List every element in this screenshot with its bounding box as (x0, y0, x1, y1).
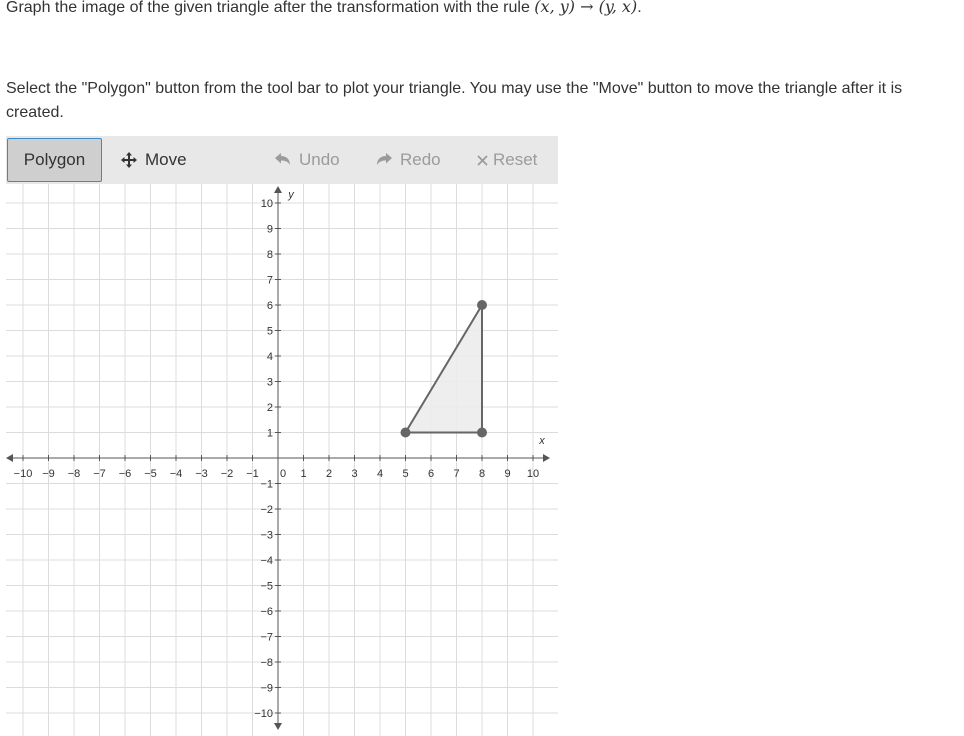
y-axis-down-arrow-icon (274, 723, 282, 730)
y-tick-label: 5 (266, 325, 273, 338)
x-axis-right-arrow-icon (543, 454, 550, 462)
undo-arrow-icon (274, 151, 292, 169)
redo-button-label: Redo (400, 150, 441, 169)
x-tick-label: −3 (195, 468, 208, 480)
question-instructions: Select the "Polygon" button from the tool bar to plot your triangle. You may use the "Move" button to move the triangle after it is created. (6, 80, 903, 121)
y-tick-label: −4 (260, 555, 273, 567)
graphing-widget (6, 136, 558, 736)
y-tick-label: −9 (260, 682, 273, 695)
close-x-icon (476, 151, 488, 169)
y-tick-label: −5 (260, 580, 273, 593)
y-tick-label: 3 (266, 376, 273, 389)
move-arrows-icon (120, 151, 138, 169)
move-button[interactable] (120, 136, 187, 184)
x-axis-title: x (539, 435, 545, 447)
triangle-polygon[interactable] (406, 305, 483, 433)
x-tick-label: 5 (402, 468, 409, 480)
y-tick-label: −6 (260, 606, 273, 618)
x-tick-label: 7 (453, 468, 460, 480)
graph-toolbar (6, 136, 558, 184)
x-tick-label: 3 (351, 468, 358, 480)
x-tick-label: 1 (300, 468, 307, 480)
x-tick-label: −9 (42, 468, 55, 480)
y-tick-label: −10 (254, 708, 273, 720)
x-tick-label: −8 (67, 468, 81, 480)
triangle-vertex-point[interactable] (477, 428, 487, 438)
x-tick-label: 10 (526, 468, 540, 480)
reset-button[interactable] (476, 136, 537, 184)
x-tick-label: −1 (246, 468, 259, 480)
y-tick-label: −1 (260, 478, 273, 491)
y-tick-label: −3 (260, 529, 273, 542)
x-tick-label: −4 (169, 468, 183, 480)
prompt-text: Graph the image of the given triangle after the transformation with the rule (6, 0, 535, 16)
redo-arrow-icon (375, 151, 393, 169)
y-tick-label: 10 (260, 198, 273, 210)
x-tick-label: −5 (144, 468, 157, 480)
x-tick-label: 2 (325, 468, 333, 480)
polygon-button-label: Polygon (23, 150, 86, 169)
y-tick-label: 8 (266, 249, 273, 261)
x-tick-label: 9 (504, 468, 511, 480)
undo-button[interactable] (274, 136, 340, 184)
question-prompt (6, 0, 642, 19)
x-tick-label: −6 (118, 468, 132, 480)
x-tick-label: 0 (280, 468, 287, 480)
reset-button-label: Reset (493, 150, 538, 169)
coordinate-grid[interactable] (6, 184, 558, 736)
triangle-vertex-point[interactable] (477, 300, 487, 310)
x-tick-label: 8 (478, 468, 486, 480)
rule-math: (x, y) → (y, x) (534, 0, 638, 16)
prompt-end: . (637, 0, 642, 16)
x-tick-label: 4 (376, 468, 384, 480)
grid-lines (6, 184, 558, 736)
y-tick-label: 4 (266, 351, 273, 363)
polygon-button[interactable] (7, 138, 102, 182)
y-tick-label: −7 (260, 631, 273, 644)
y-tick-label: 6 (266, 300, 273, 312)
undo-button-label: Undo (299, 150, 340, 169)
x-tick-label: 6 (427, 468, 435, 480)
y-tick-label: 9 (266, 223, 273, 236)
coordinate-plane[interactable] (6, 184, 558, 736)
y-tick-label: −8 (260, 657, 273, 669)
move-button-label: Move (145, 150, 187, 169)
y-axis-title: y (288, 189, 294, 201)
x-tick-label: −10 (13, 468, 33, 480)
redo-button[interactable] (375, 136, 441, 184)
x-tick-label: −2 (220, 468, 234, 480)
y-tick-label: 7 (266, 274, 273, 287)
y-tick-label: 2 (266, 402, 273, 414)
triangle-vertex-point[interactable] (401, 428, 411, 438)
x-tick-label: −7 (93, 468, 106, 480)
y-tick-label: 1 (266, 427, 273, 440)
x-axis-left-arrow-icon (6, 454, 13, 462)
y-tick-label: −2 (260, 504, 273, 516)
y-axis-up-arrow-icon (274, 186, 282, 193)
